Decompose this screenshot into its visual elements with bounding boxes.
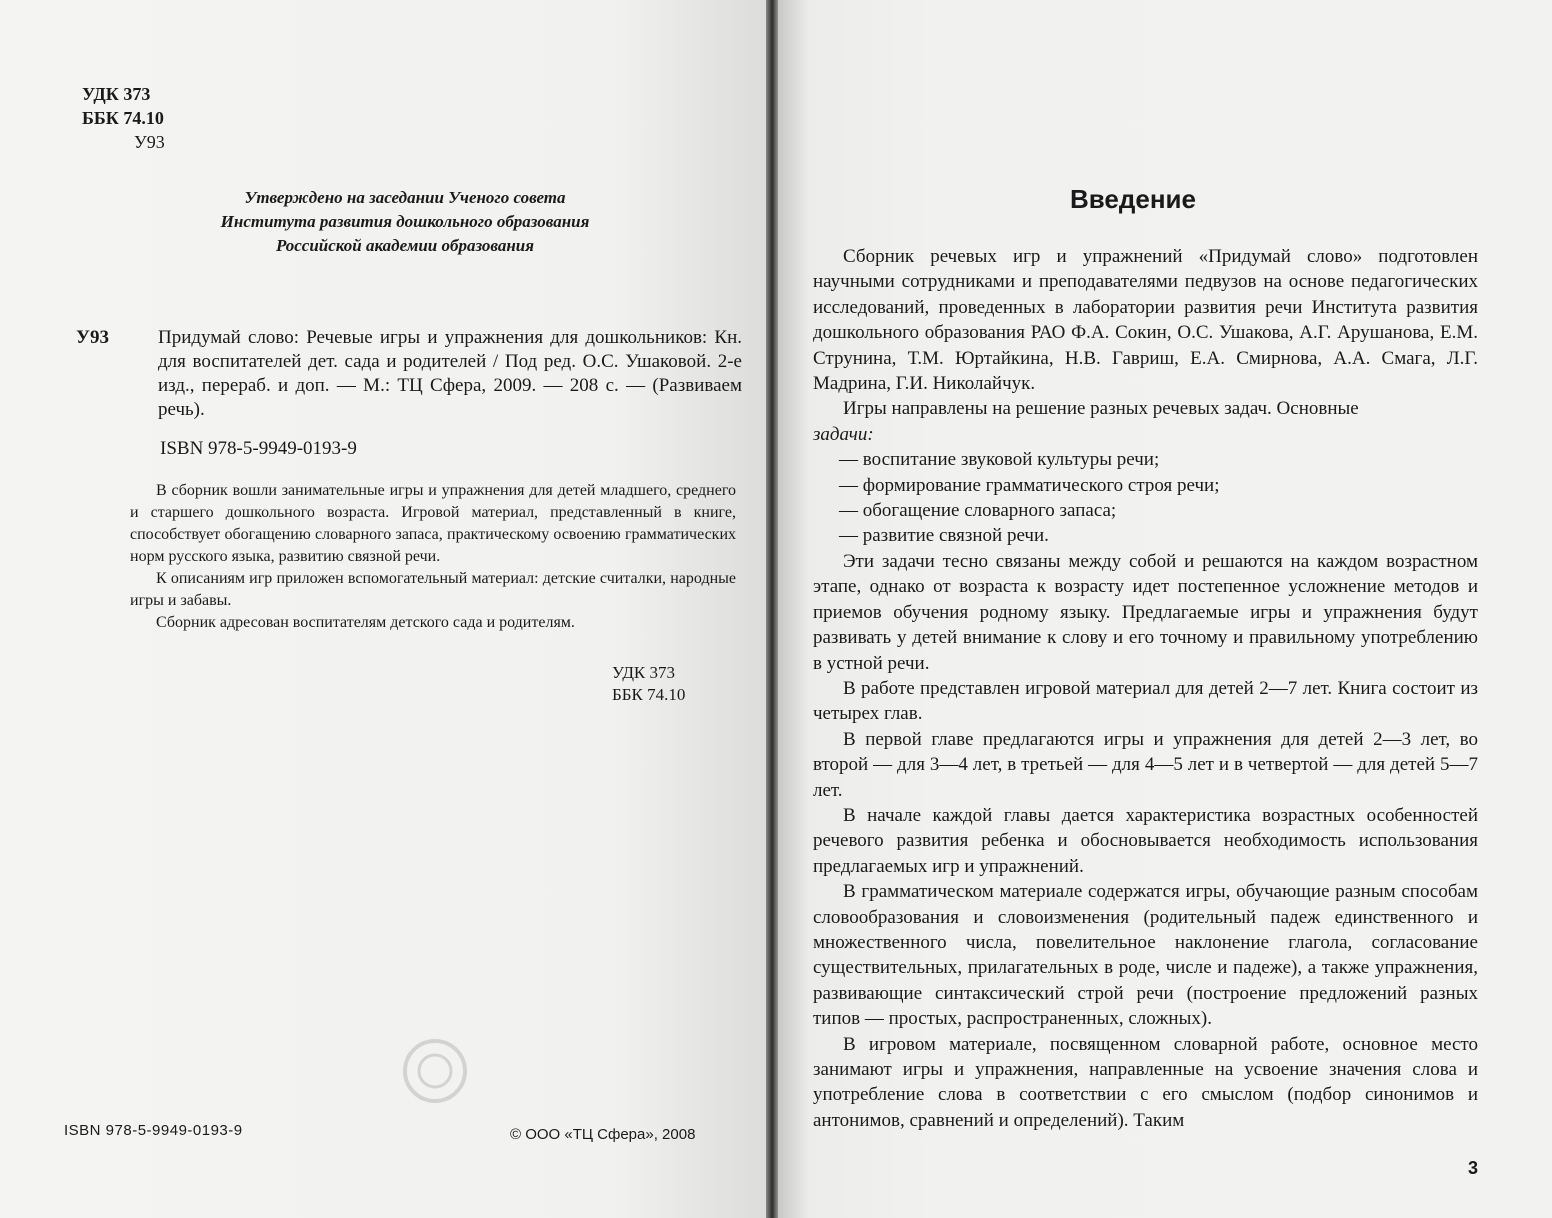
task-item: — обогащение словарного запаса; [839,500,1117,522]
approval-note [150,186,660,258]
tasks-label [813,422,1478,447]
udk-code: УДК 373 [82,84,151,104]
isbn-footer: ISBN 978-5-9949-0193-9 [64,1122,243,1139]
approval-line: Российской академии образования [275,236,535,255]
paragraph: В грамматическом материале содержатся игры, обучающие разным способам словообразования и словоизменения (родительный падеж единственного и множественного числа, повелительное наклонение глагола, согласование существительных, прилагательных в роде, числе и падеже), а также упражнения, развивающие синтаксический строй речи (построение предложений разных типов — простых, распространенных, сложных). [813,881,1478,1030]
paragraph: В начале каждой главы дается характеристика возрастных особенностей речевого развития ребенка и обосновывается необходимость использования предлагаемых игр и упражнений. [813,804,1478,877]
udk-code: УДК 373 [612,663,676,682]
annotation [130,480,736,634]
bbk-code: ББК 74.10 [612,685,686,704]
page-number: 3 [1468,1158,1479,1178]
paragraph: Эти задачи тесно связаны между собой и решаются на каждом возрастном этапе, однако от возраста к возрасту идет постепенное усложнение методов и приемов обучения родному языку. Предлагаемые игры и упражнения будут развивать у детей внимание к слову и его точному и правильному употреблению в устной речи. [813,550,1478,674]
copyright: © ООО «ТЦ Сфера», 2008 [510,1126,696,1143]
annotation-paragraph: В сборник вошли занимательные игры и упражнения для детей младшего, среднего и старшего дошкольного возраста. Игровой материал, представленный в книге, способствует обогащению словарного запаса, практическому освоению грамматических норм русского языка, развитию связной речи. [130,482,736,565]
bib-description: Придумай слово: Речевые игры и упражнения для дошкольников: Кн. для воспитателей дет. сада и родителей / Под ред. О.С. Ушаковой. 2-е изд., перераб. и доп. — М.: ТЦ Сфера, 2009. — 208 с. — (Развиваем речь). [158,327,742,420]
tasks-label-text: задачи: [813,423,874,445]
paragraph: Игры направлены на решение разных речевых задач. Основные [843,398,1359,420]
task-item: — воспитание звуковой культуры речи; [839,449,1160,471]
task-item: — развитие связной речи. [839,525,1049,547]
approval-line: Института развития дошкольного образования [220,212,590,231]
paragraph: В первой главе предлагаются игры и упражнения для детей 2—3 лет, во второй — для 3—4 лет, в третьей — для 4—5 лет и в четвертой — для детей 5—7 лет. [813,728,1478,801]
annotation-paragraph: К описаниям игр приложен вспомогательный материал: детские считалки, народные игры и забавы. [130,570,736,609]
bibliographic-record [76,326,742,422]
author-mark: У93 [134,132,165,152]
annotation-paragraph: Сборник адресован воспитателям детского сада и родителям. [156,614,575,631]
udk-block-top [82,82,165,154]
udk-block-bottom [612,662,685,706]
approval-line: Утверждено на заседании Ученого совета [244,188,566,207]
paragraph: В работе представлен игровой материал для детей 2—7 лет. Книга состоит из четырех глав. [813,677,1478,725]
paragraph: В игровом материале, посвященном словарной работе, основное место занимают игры и упражнения, направленные на усвоение значения слова и употребление слова в соответствии с его смыслом (подбор синонимов и антонимов, сравнений и определений). Таким [813,1033,1478,1131]
chapter-heading: Введение [1070,184,1196,214]
left-page [0,0,768,1218]
task-item: — формирование грамматического строя речи; [839,474,1220,496]
bib-author-mark: У93 [76,327,109,348]
paragraph: Сборник речевых игр и упражнений «Придумай слово» подготовлен научными сотрудниками и преподавателями педвузов на основе педагогических исследований, проведенных в лаборатории развития речи Института развития дошкольного образования РАО Ф.А. Сокин, О.С. Ушакова, А.Г. Арушанова, Е.М. Струнина, Т.М. Юртайкина, Н.В. Гавриш, Е.А. Смирнова, А.А. Смага, Л.Г. Мадрина, Г.И. Николайчук. [813,246,1478,395]
publisher-logo-icon [400,1036,470,1106]
bbk-code: ББК 74.10 [82,108,164,128]
isbn-line: ISBN 978-5-9949-0193-9 [160,438,357,459]
introduction-text [813,244,1478,1133]
